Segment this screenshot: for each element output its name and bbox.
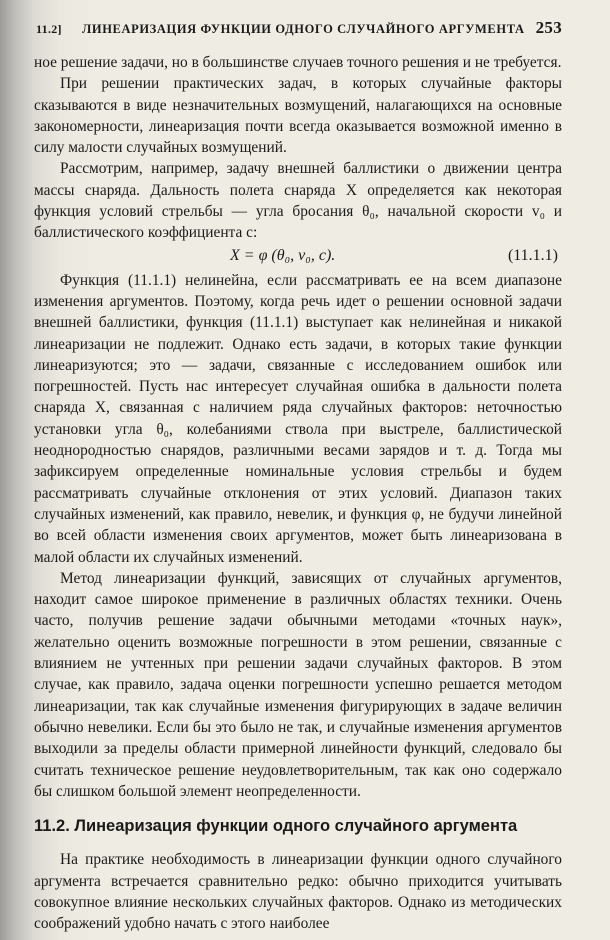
page-number: 253 [535, 18, 562, 37]
paragraph: Метод линеаризации функций, зависящих от случайных аргументов, находит самое широкое применение в различных областях техники. Очень часто, получив решение задачи обычными методами «точных наук», желательно оценить возможные погрешности в этом решении, связанные с влиянием не учтенных при решении задачи случайных факторов. В этом случае, как правило, задача оценки погрешности успешно решается методом линеаризации, так как случайные изменения фигурирующих в задаче величин обычно невелики. Если бы это было не так, и случайные изменения аргументов выходили за пределы области примерной линейности функций, следовало бы считать техническое решение неудовлетворительным, так как оно содержало бы слишком большой элемент неопределенности. [34, 569, 562, 800]
paragraph-continuation: ное решение задачи, но в большинстве случаев точного решения и не требуется. [34, 54, 562, 71]
running-header [36, 14, 562, 38]
equation [34, 244, 562, 268]
header-section-number: 11.2] [36, 22, 62, 36]
header-title: ЛИНЕАРИЗАЦИЯ ФУНКЦИИ ОДНОГО СЛУЧАЙНОГО АРГУМЕНТА [82, 22, 525, 36]
paragraph: При решении практических задач, в которых случайные факторы сказываются в виде незначительных возмущений, налагающихся на основные закономерности, линеаризация почти всегда оказывается возможной именно в силу малости случайных возмущений. [34, 75, 562, 157]
paragraph: Функция (11.1.1) нелинейна, если рассматривать ее на всем диапазоне изменения аргументов. Поэтому, когда речь идет о решении основной задачи внешней баллистики, функция (11.1.1) выступает как нелинейная и никакой линеаризации не подлежит. Однако есть задачи, в которых такие функции линеаризуются; это — задачи, связанные с исследованием ошибок или погрешностей. Пусть нас интересует случайная ошибка в дальности полета снаряда X, связанная с наличием ряда случайных факторов: неточностью установки угла θ₀, колебаниями ствола при выстреле, баллистической неоднородностью снарядов, различными весами зарядов и т. д. Тогда мы зафиксируем определенные номинальные условия стрельбы и будем рассматривать случайные отклонения от этих условий. Диапазон таких случайных изменений, как правило, невелик, и функция φ, не будучи линейной во всей области изменения своих аргументов, может быть линеаризована в малой области их случайных изменений. [34, 271, 562, 566]
equation-number: (11.1.1) [507, 246, 558, 264]
equation-expression: X = φ (θ₀, v₀, c). [230, 246, 336, 264]
page-body [34, 52, 562, 935]
paragraph: Рассмотрим, например, задачу внешней баллистики о движении центра массы снаряда. Дальность полета снаряда X определяется как некоторая функция условий стрельбы — угла бросания θ₀, начальной скорости v₀ и баллистического коэффициента c: [34, 160, 562, 242]
section-heading: 11.2. Линеаризация функции одного случайного аргумента [34, 817, 518, 836]
paragraph: На практике необходимость в линеаризации функции одного случайного аргумента встречается сравнительно редко: обычно приходится учитывать совокупное влияние нескольких случайных факторов. Однако из методических соображений удобно начать с этого наиболее [34, 851, 562, 933]
